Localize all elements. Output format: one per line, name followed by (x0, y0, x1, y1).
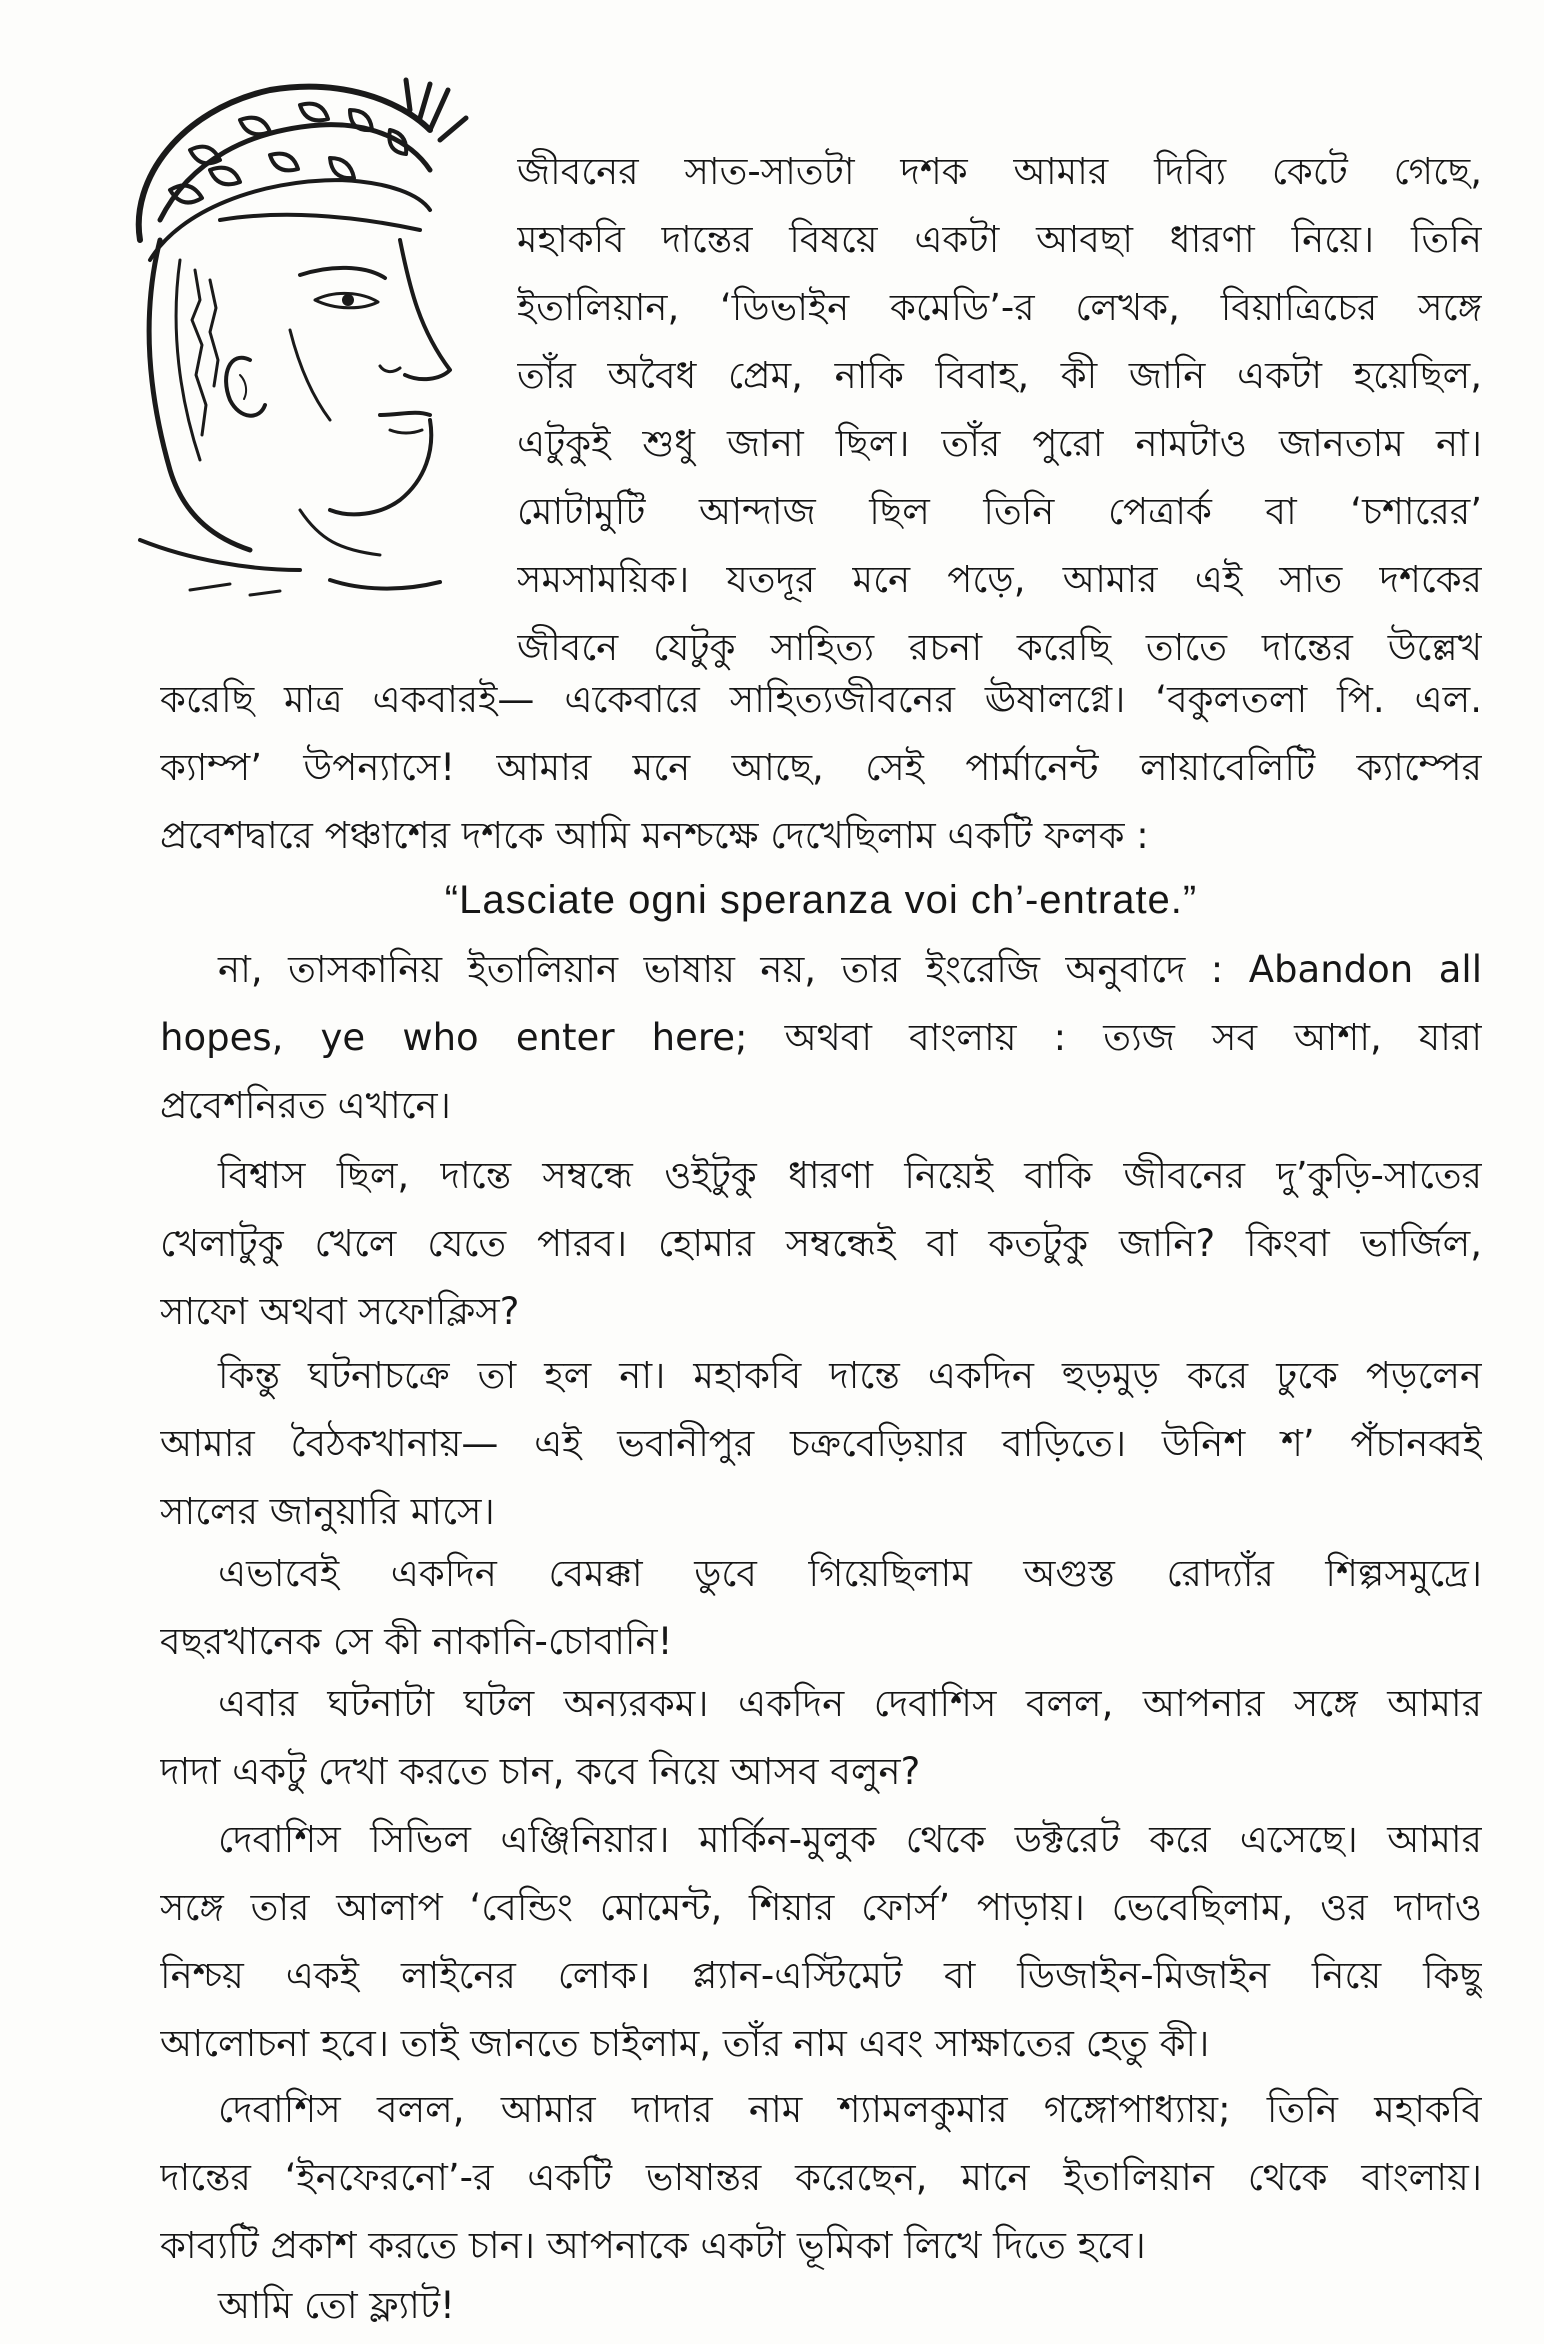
dante-portrait-illustration (100, 70, 500, 610)
text-line: এবার ঘটনাটা ঘটল অন্যরকম। একদিন দেবাশিস বলল, আপনার সঙ্গে আমার (218, 1682, 1482, 1725)
paragraph-rodin (160, 1540, 1482, 1676)
text-line: আমি তো ফ্ল্যাট! (218, 2284, 455, 2327)
text-line: ইতালিয়ান, ‘ডিভাইন কমেডি’-র লেখক, বিয়াত্রিচের সঙ্গে (517, 286, 1482, 329)
intro-paragraph-wrapped (517, 138, 1482, 682)
text-line: কাব্যটি প্রকাশ করতে চান। আপনাকে একটা ভূমিকা লিখে দিতে হবে। (160, 2224, 1146, 2267)
text-line: জীবনে যেটুকু সাহিত্য রচনা করেছি তাতে দান্তের উল্লেখ (517, 626, 1482, 669)
text-line: আলোচনা হবে। তাই জানতে চাইলাম, তাঁর নাম এবং সাক্ষাতের হেতু কী। (160, 2022, 1210, 2065)
paragraph-events (160, 1342, 1482, 1546)
text-line: দাদা একটু দেখা করতে চান, কবে নিয়ে আসব বলুন? (160, 1750, 921, 1793)
text-line: সাফো অথবা সফোক্লিস? (160, 1290, 520, 1333)
text-line: সঙ্গে তার আলাপ ‘বেন্ডিং মোমেন্ট, শিয়ার ফোর্স’ পাড়ায়। ভেবেছিলাম, ওর দাদাও (160, 1886, 1482, 1929)
text-line: প্রবেশদ্বারে পঞ্চাশের দশকে আমি মনশ্চক্ষে দেখেছিলাম একটি ফলক : (160, 814, 1149, 857)
text-line: মোটামুটি আন্দাজ ছিল তিনি পেত্রার্ক বা ‘চশারের’ (517, 490, 1482, 533)
paragraph-inferno (160, 2076, 1482, 2280)
text-line: জীবনের সাত-সাতটা দশক আমার দিব্যি কেটে গেছে, (517, 150, 1482, 193)
paragraph-belief (160, 1142, 1482, 1346)
text-line: দেবাশিস সিভিল এঞ্জিনিয়ার। মার্কিন-মুলুক থেকে ডক্টরেট করে এসেছে। আমার (218, 1818, 1482, 1861)
text-line: প্রবেশনিরত এখানে। (160, 1084, 451, 1127)
text-line: বিশ্বাস ছিল, দান্তে সম্বন্ধে ওইটুকু ধারণা নিয়েই বাকি জীবনের দু’কুড়ি-সাতের (218, 1154, 1482, 1197)
text-line: সমসাময়িক। যতদূর মনে পড়ে, আমার এই সাত দশকের (517, 558, 1482, 601)
text-line: নিশ্চয় একই লাইনের লোক। প্ল্যান-এস্টিমেট বা ডিজাইন-মিজাইন নিয়ে কিছু (160, 1954, 1482, 1997)
paragraph-engineer (160, 1806, 1482, 2078)
paragraph-flat (160, 2272, 1482, 2340)
text-line: তাঁর অবৈধ প্রেম, নাকি বিবাহ, কী জানি একটা হয়েছিল, (517, 354, 1482, 397)
text-line: hopes, ye who enter here; অথবা বাংলায় : ত্যজ সব আশা, যারা (160, 1016, 1482, 1059)
text-line: করেছি মাত্র একবারই— একেবারে সাহিত্যজীবনের ঊষালগ্নে। ‘বকুলতলা পি. এল. (160, 678, 1482, 721)
text-line: কিন্তু ঘটনাচক্রে তা হল না। মহাকবি দান্তে একদিন হুড়মুড় করে ঢুকে পড়লেন (218, 1354, 1482, 1397)
text-line: দেবাশিস বলল, আমার দাদার নাম শ্যামলকুমার গঙ্গোপাধ্যায়; তিনি মহাকবি (218, 2088, 1482, 2131)
text-line: দান্তের ‘ইনফেরনো’-র একটি ভাষান্তর করেছেন, মানে ইতালিয়ান থেকে বাংলায়। (160, 2156, 1482, 2199)
text-line: খেলাটুকু খেলে যেতে পারব। হোমার সম্বন্ধেই বা কতটুকু জানি? কিংবা ভার্জিল, (160, 1222, 1482, 1265)
text-line: আমার বৈঠকখানায়— এই ভবানীপুর চক্রবেড়িয়ার বাড়িতে। উনিশ শ’ পঁচানব্বই (160, 1422, 1482, 1465)
latin-quote: “Lasciate ogni speranza voi ch’-entrate.” (444, 878, 1198, 922)
text-line: ক্যাম্প’ উপন্যাসে! আমার মনে আছে, সেই পার্মানেন্ট লায়াবেলিটি ক্যাম্পের (160, 746, 1482, 789)
text-line: সালের জানুয়ারি মাসে। (160, 1490, 495, 1533)
paragraph-debashis (160, 1670, 1482, 1806)
text-line: মহাকবি দান্তের বিষয়ে একটা আবছা ধারণা নিয়ে। তিনি (517, 218, 1482, 261)
text-line: না, তাসকানিয় ইতালিয়ান ভাষায় নয়, তার ইংরেজি অনুবাদে : Abandon all (218, 948, 1482, 991)
paragraph-translation (160, 936, 1482, 1140)
text-line: এটুকুই শুধু জানা ছিল। তাঁর পুরো নামটাও জানতাম না। (517, 422, 1482, 465)
text-line: এভাবেই একদিন বেমক্কা ডুবে গিয়েছিলাম অগুস্ত রোদ্যাঁর শিল্পসমুদ্রে। (218, 1552, 1482, 1595)
text-line: বছরখানেক সে কী নাকানি-চোবানি! (160, 1620, 673, 1663)
intro-paragraph-continued (160, 666, 1482, 870)
